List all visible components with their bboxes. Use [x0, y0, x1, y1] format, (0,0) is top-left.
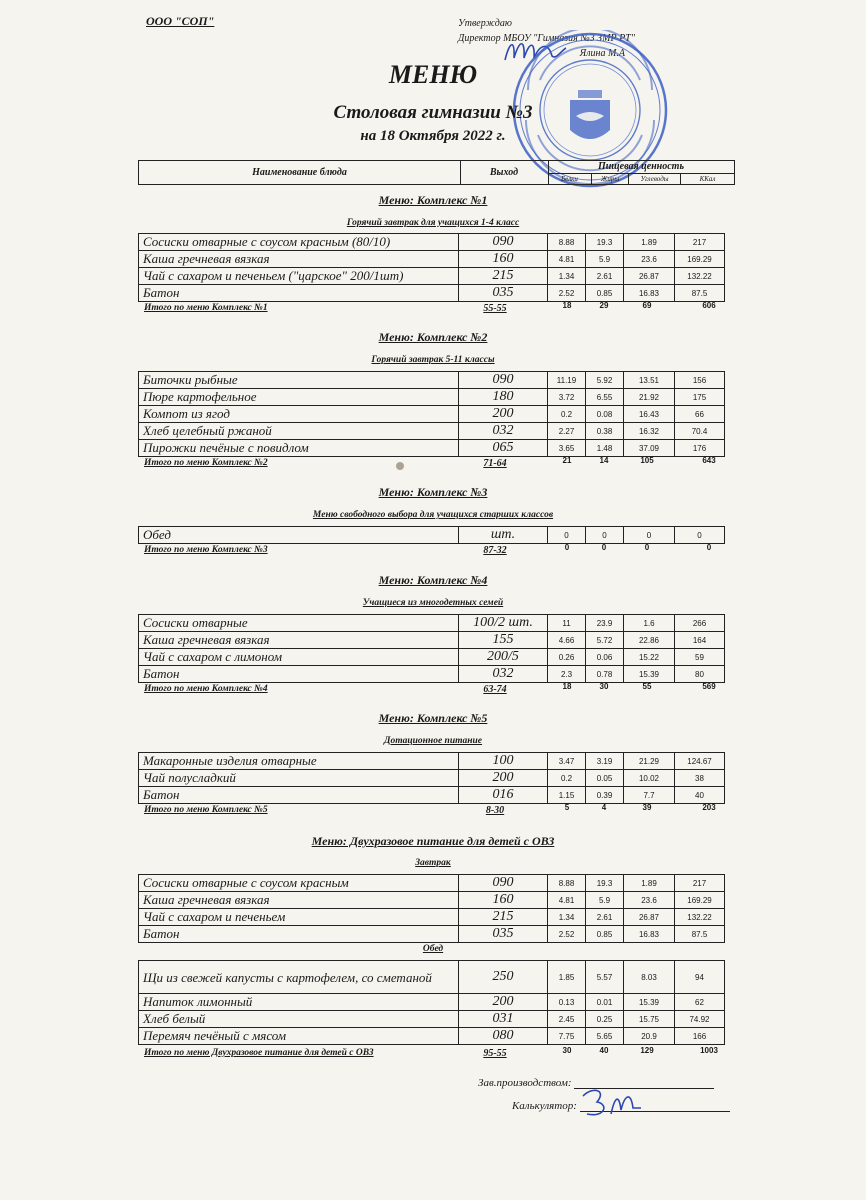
- dish-name: Каша гречневая вязкая: [139, 892, 459, 909]
- table-row: [139, 892, 725, 909]
- table-row: [139, 268, 725, 285]
- kcal: 169.29: [675, 892, 725, 909]
- dish-name: Сосиски отварные с соусом красным (80/10): [139, 234, 459, 251]
- dish-output: 090: [459, 875, 548, 892]
- carbs: 23.6: [624, 251, 675, 268]
- dish-name: Обед: [139, 527, 459, 544]
- dish-output: 160: [459, 251, 548, 268]
- carbs: 20.9: [624, 1028, 675, 1045]
- table-row: [139, 1011, 725, 1028]
- total-fats: 29: [599, 301, 609, 310]
- dish-output: 180: [459, 389, 548, 406]
- kcal: 132.22: [675, 909, 725, 926]
- proteins: 0.2: [548, 406, 586, 423]
- production-manager-label: Зав.производством:: [478, 1077, 572, 1089]
- section-subtitle: Горячий завтрак 5-11 классы: [371, 355, 495, 365]
- dish-output: 200: [459, 770, 548, 787]
- total-proteins: 18: [562, 301, 572, 310]
- carbs: 13.51: [624, 372, 675, 389]
- carbs: 7.7: [624, 787, 675, 804]
- total-fats: 14: [599, 456, 609, 465]
- calculator-label: Калькулятор:: [512, 1100, 577, 1112]
- section-title: Меню: Комплекс №1: [378, 193, 488, 207]
- canteen-name: Столовая гимназии №3: [333, 102, 533, 123]
- kcal: 80: [675, 666, 725, 683]
- total-label: Итого по меню Комплекс №1: [144, 303, 268, 313]
- calculator-signature-mark: [575, 1084, 645, 1124]
- table-row: [139, 615, 725, 632]
- menu-table: [138, 614, 725, 683]
- total-label: Итого по меню Комплекс №5: [144, 805, 268, 815]
- dish-output: 080: [459, 1028, 548, 1045]
- total-kcal: 606: [702, 301, 716, 310]
- kcal: 87.5: [675, 926, 725, 943]
- menu-table: [138, 960, 725, 1045]
- kcal: 266: [675, 615, 725, 632]
- kcal: 166: [675, 1028, 725, 1045]
- table-row: [139, 875, 725, 892]
- carbs: 8.03: [624, 961, 675, 994]
- dish-name: Каша гречневая вязкая: [139, 632, 459, 649]
- dish-output: 090: [459, 234, 548, 251]
- carbs: 26.87: [624, 909, 675, 926]
- proteins: 3.72: [548, 389, 586, 406]
- table-row: [139, 632, 725, 649]
- total-kcal: 643: [702, 456, 716, 465]
- dish-name: Компот из ягод: [139, 406, 459, 423]
- carbs: 16.83: [624, 285, 675, 302]
- dish-name: Щи из свежей капусты с картофелем, со сметаной: [139, 961, 459, 994]
- table-row: [139, 527, 725, 544]
- total-label: Итого по меню Комплекс №3: [144, 545, 268, 555]
- section-title: Меню: Комплекс №3: [378, 485, 488, 499]
- section-subtitle: Дотационное питание: [383, 736, 483, 746]
- fats: 0.06: [586, 649, 624, 666]
- kcal: 217: [675, 234, 725, 251]
- proteins: 3.65: [548, 440, 586, 457]
- dish-name: Чай с сахаром и печеньем: [139, 909, 459, 926]
- kcal: 176: [675, 440, 725, 457]
- carbs: 23.6: [624, 892, 675, 909]
- header-nutrition: Пищевая ценность: [548, 161, 734, 174]
- fats: 2.61: [586, 909, 624, 926]
- dish-output: шт.: [459, 527, 548, 544]
- dish-output: 032: [459, 423, 548, 440]
- carbs: 21.92: [624, 389, 675, 406]
- total-label: Итого по меню Двухразовое питание для детей с ОВЗ: [144, 1048, 374, 1058]
- carbs: 0: [624, 527, 675, 544]
- table-row: [139, 285, 725, 302]
- fats: 0.85: [586, 926, 624, 943]
- fats: 19.3: [586, 234, 624, 251]
- table-row: [139, 251, 725, 268]
- menu-table: [138, 233, 725, 302]
- proteins: 4.66: [548, 632, 586, 649]
- total-carbs: 55: [642, 682, 652, 691]
- fats: 5.92: [586, 372, 624, 389]
- total-proteins: 30: [562, 1046, 572, 1055]
- dish-name: Пирожки печёные с повидлом: [139, 440, 459, 457]
- proteins: 1.34: [548, 909, 586, 926]
- kcal: 40: [675, 787, 725, 804]
- fats: 3.19: [586, 753, 624, 770]
- table-row: [139, 440, 725, 457]
- fats: 6.55: [586, 389, 624, 406]
- proteins: 2.52: [548, 285, 586, 302]
- section-title: Меню: Комплекс №2: [378, 330, 488, 344]
- fats: 5.72: [586, 632, 624, 649]
- kcal: 62: [675, 994, 725, 1011]
- proteins: 0: [548, 527, 586, 544]
- dish-name: Каша гречневая вязкая: [139, 251, 459, 268]
- table-row: [139, 372, 725, 389]
- dish-output: 200: [459, 406, 548, 423]
- dish-name: Чай с сахаром и печеньем ("царское" 200/1шт): [139, 268, 459, 285]
- scan-spot: [396, 462, 404, 470]
- carbs: 16.43: [624, 406, 675, 423]
- dish-output: 032: [459, 666, 548, 683]
- dish-name: Напиток лимонный: [139, 994, 459, 1011]
- dish-name: Биточки рыбные: [139, 372, 459, 389]
- fats: 0.38: [586, 423, 624, 440]
- fats: 5.9: [586, 251, 624, 268]
- total-carbs: 39: [642, 803, 652, 812]
- carbs: 15.22: [624, 649, 675, 666]
- dish-output: 035: [459, 285, 548, 302]
- table-header: [138, 160, 735, 185]
- carbs: 1.89: [624, 875, 675, 892]
- dish-name: Пюре картофельное: [139, 389, 459, 406]
- proteins: 2.45: [548, 1011, 586, 1028]
- fats: 0.08: [586, 406, 624, 423]
- section-subtitle: Учащиеся из многодетных семей: [362, 598, 504, 608]
- proteins: 2.52: [548, 926, 586, 943]
- dish-output: 100: [459, 753, 548, 770]
- dish-name: Перемяч печёный с мясом: [139, 1028, 459, 1045]
- fats: 0.39: [586, 787, 624, 804]
- kcal: 70.4: [675, 423, 725, 440]
- dish-name: Хлеб целебный ржаной: [139, 423, 459, 440]
- kcal: 94: [675, 961, 725, 994]
- total-code: 95-55: [483, 1048, 507, 1059]
- header-dish-name: Наименование блюда: [139, 161, 461, 184]
- total-fats: 4: [601, 803, 607, 812]
- kcal: 87.5: [675, 285, 725, 302]
- menu-table: [138, 526, 725, 544]
- total-kcal: 1003: [700, 1046, 718, 1055]
- table-row: [139, 753, 725, 770]
- carbs: 1.6: [624, 615, 675, 632]
- kcal: 124.67: [675, 753, 725, 770]
- table-row: [139, 389, 725, 406]
- total-carbs: 69: [642, 301, 652, 310]
- total-fats: 30: [599, 682, 609, 691]
- kcal: 0: [675, 527, 725, 544]
- carbs: 16.83: [624, 926, 675, 943]
- table-row: [139, 649, 725, 666]
- dish-output: 160: [459, 892, 548, 909]
- kcal: 156: [675, 372, 725, 389]
- kcal: 175: [675, 389, 725, 406]
- table-row: [139, 926, 725, 943]
- proteins: 4.81: [548, 892, 586, 909]
- total-code: 55-55: [483, 303, 507, 314]
- table-row: [139, 770, 725, 787]
- total-proteins: 5: [564, 803, 570, 812]
- section-subtitle: Горячий завтрак для учащихся 1-4 класс: [346, 218, 520, 228]
- fats: 19.3: [586, 875, 624, 892]
- menu-table: [138, 874, 725, 943]
- total-carbs: 0: [644, 543, 650, 552]
- menu-date: на 18 Октября 2022 г.: [360, 128, 506, 144]
- table-row: [139, 423, 725, 440]
- dish-output: 250: [459, 961, 548, 994]
- dish-name: Сосиски отварные: [139, 615, 459, 632]
- header-kcal: ККал: [699, 175, 716, 183]
- section-subtitle: Завтрак: [415, 858, 451, 868]
- total-kcal: 203: [702, 803, 716, 812]
- proteins: 2.27: [548, 423, 586, 440]
- proteins: 0.2: [548, 770, 586, 787]
- approval-director-name: Ялина М.А: [579, 48, 625, 59]
- proteins: 1.15: [548, 787, 586, 804]
- total-proteins: 0: [564, 543, 570, 552]
- dish-output: 215: [459, 909, 548, 926]
- carbs: 22.86: [624, 632, 675, 649]
- kcal: 132.22: [675, 268, 725, 285]
- proteins: 4.81: [548, 251, 586, 268]
- organization-name: ООО "СОП": [146, 14, 215, 28]
- total-label: Итого по меню Комплекс №4: [144, 684, 268, 694]
- fats: 0: [586, 527, 624, 544]
- section-title: Меню: Комплекс №4: [378, 573, 488, 587]
- fats: 2.61: [586, 268, 624, 285]
- approval-label: Утверждаю: [458, 18, 512, 29]
- dish-output: 155: [459, 632, 548, 649]
- section-subtitle: Меню свободного выбора для учащихся старших классов: [312, 510, 554, 520]
- table-row: [139, 666, 725, 683]
- dish-output: 090: [459, 372, 548, 389]
- proteins: 1.85: [548, 961, 586, 994]
- fats: 1.48: [586, 440, 624, 457]
- total-code: 71-64: [483, 458, 507, 469]
- fats: 5.9: [586, 892, 624, 909]
- dish-output: 200/5: [459, 649, 548, 666]
- total-carbs: 129: [640, 1046, 654, 1055]
- table-row: [139, 1028, 725, 1045]
- total-fats: 0: [601, 543, 607, 552]
- carbs: 21.29: [624, 753, 675, 770]
- proteins: 3.47: [548, 753, 586, 770]
- dish-name: Чай полусладкий: [139, 770, 459, 787]
- total-code: 87-32: [483, 545, 507, 556]
- dish-name: Батон: [139, 926, 459, 943]
- total-code: 63-74: [483, 684, 507, 695]
- carbs: 1.89: [624, 234, 675, 251]
- total-proteins: 21: [562, 456, 572, 465]
- kcal: 38: [675, 770, 725, 787]
- proteins: 2.3: [548, 666, 586, 683]
- table-row: [139, 994, 725, 1011]
- table-row: [139, 787, 725, 804]
- total-kcal: 0: [706, 543, 712, 552]
- dish-name: Макаронные изделия отварные: [139, 753, 459, 770]
- proteins: 0.13: [548, 994, 586, 1011]
- dish-output: 200: [459, 994, 548, 1011]
- page-title: МЕНЮ: [388, 60, 478, 89]
- total-code: 8-30: [485, 805, 505, 816]
- carbs: 15.39: [624, 994, 675, 1011]
- proteins: 7.75: [548, 1028, 586, 1045]
- dish-name: Батон: [139, 666, 459, 683]
- carbs: 16.32: [624, 423, 675, 440]
- fats: 0.25: [586, 1011, 624, 1028]
- kcal: 169.29: [675, 251, 725, 268]
- kcal: 164: [675, 632, 725, 649]
- table-row: [139, 909, 725, 926]
- header-fats: Жиры: [592, 174, 629, 184]
- approval-position: Директор МБОУ "Гимназия №3 ЗМР РТ": [458, 33, 635, 44]
- dish-output: 100/2 шт.: [459, 615, 548, 632]
- section-title: Меню: Двухразовое питание для детей с ОВЗ: [311, 834, 555, 848]
- carbs: 10.02: [624, 770, 675, 787]
- header-carbs: Углеводы: [629, 174, 681, 184]
- dish-name: Хлеб белый: [139, 1011, 459, 1028]
- proteins: 11.19: [548, 372, 586, 389]
- fats: 0.01: [586, 994, 624, 1011]
- dish-name: Батон: [139, 285, 459, 302]
- dish-output: 031: [459, 1011, 548, 1028]
- kcal: 66: [675, 406, 725, 423]
- fats: 0.05: [586, 770, 624, 787]
- section-title: Меню: Комплекс №5: [378, 711, 488, 725]
- table-row: [139, 961, 725, 994]
- dish-name: Сосиски отварные с соусом красным: [139, 875, 459, 892]
- proteins: 8.88: [548, 234, 586, 251]
- total-proteins: 18: [562, 682, 572, 691]
- fats: 5.57: [586, 961, 624, 994]
- total-label: Итого по меню Комплекс №2: [144, 458, 268, 468]
- kcal: 59: [675, 649, 725, 666]
- dish-output: 215: [459, 268, 548, 285]
- table-row: [139, 406, 725, 423]
- fats: 0.78: [586, 666, 624, 683]
- dish-output: 035: [459, 926, 548, 943]
- kcal: 217: [675, 875, 725, 892]
- total-carbs: 105: [640, 456, 654, 465]
- proteins: 8.88: [548, 875, 586, 892]
- fats: 5.65: [586, 1028, 624, 1045]
- carbs: 37.09: [624, 440, 675, 457]
- dish-output: 016: [459, 787, 548, 804]
- proteins: 1.34: [548, 268, 586, 285]
- total-kcal: 569: [702, 682, 716, 691]
- proteins: 0.26: [548, 649, 586, 666]
- table-row: [139, 234, 725, 251]
- section-subtitle-lunch: Обед: [422, 944, 444, 954]
- kcal: 74.92: [675, 1011, 725, 1028]
- dish-output: 065: [459, 440, 548, 457]
- dish-name: Батон: [139, 787, 459, 804]
- carbs: 26.87: [624, 268, 675, 285]
- header-output: Выход: [460, 161, 549, 184]
- fats: 0.85: [586, 285, 624, 302]
- header-proteins: Белки: [548, 174, 592, 184]
- total-fats: 40: [599, 1046, 609, 1055]
- menu-table: [138, 752, 725, 804]
- proteins: 11: [548, 615, 586, 632]
- carbs: 15.39: [624, 666, 675, 683]
- carbs: 15.75: [624, 1011, 675, 1028]
- dish-name: Чай с сахаром с лимоном: [139, 649, 459, 666]
- menu-table: [138, 371, 725, 457]
- fats: 23.9: [586, 615, 624, 632]
